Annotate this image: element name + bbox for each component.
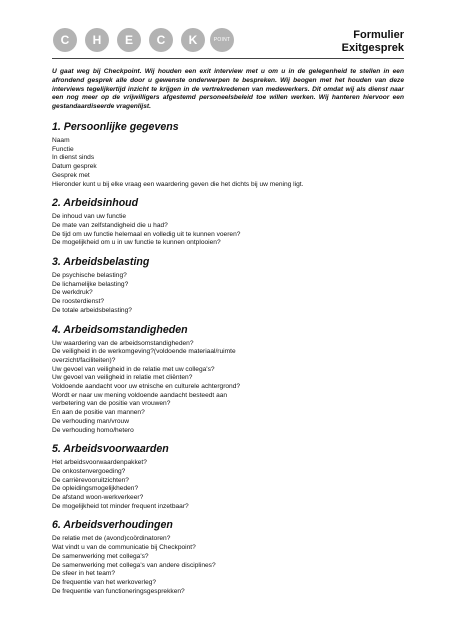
list-item: Wat vindt u van de communicatie bij Checkpoint? [52,544,196,552]
question-list [52,272,404,316]
logo-letter-c: C [53,28,77,52]
list-item: De psychische belasting? [52,272,127,280]
section-title: 5. Arbeidsvoorwaarden [52,443,169,456]
list-item: Uw gevoel van veiligheid in de relatie met uw collega's? [52,365,215,373]
list-item: De relatie met de (avond)coördinatoren? [52,535,171,543]
list-item: De frequentie van functioneringsgesprekken? [52,587,185,595]
question-list [52,137,404,189]
list-item: De mogelijkheid om u in uw functie te kunnen ontplooien? [52,239,221,247]
list-item: De afstand woon-werkverkeer? [52,494,144,502]
list-item: De inhoud van uw functie [52,213,127,221]
list-item: De lichamelijke belasting? [52,280,129,288]
section-arbeidsomstandigheden [52,324,404,436]
list-item: De carrièrevooruitzichten? [52,476,129,484]
question-list [52,535,404,596]
list-item: Uw waardering van de arbeidsomstandigheden? [52,339,194,347]
list-item: Wordt er naar uw mening voldoende aandacht besteedt aan [52,391,228,399]
checkpoint-logo [53,28,233,52]
section-arbeidsvoorwaarden [52,443,404,511]
question-list [52,459,404,511]
list-item: overzicht/faciliteiten)? [52,356,116,364]
list-item: De frequentie van het werkoverleg? [52,579,157,586]
list-item: De samenwerking met collega's van andere disciplines? [52,561,216,569]
list-item: Uw gevoel van veiligheid in relatie met cliënten? [52,374,193,382]
section-title: 4. Arbeidsomstandigheden [52,323,188,336]
section-title: 3. Arbeidsbelasting [52,256,150,269]
logo-letter-c2: C [149,28,173,52]
section-title: 6. Arbeidsverhoudingen [52,519,173,532]
document-title [342,29,404,55]
list-item: Het arbeidsvoorwaardenpakket? [52,459,147,467]
header-divider [52,58,404,59]
logo-letter-k: K [181,28,205,52]
list-item: De veiligheid in de werkomgeving?(voldoende materiaal/ruimte [52,348,236,356]
section-arbeidsverhoudingen [52,519,404,596]
document-body [52,68,404,604]
list-item: De tijd om uw functie helemaal en volledig uit te kunnen voeren? [52,230,241,238]
list-item: Datum gesprek [52,163,97,171]
list-item: Functie [52,145,74,153]
list-item: In dienst sinds [52,154,95,162]
list-item: De werkdruk? [52,289,93,297]
logo-letter-h: H [85,28,109,52]
list-item: Hieronder kunt u bij elke vraag een waardering geven die het dichts bij uw mening ligt. [52,180,304,188]
intro-paragraph: U gaat weg bij Checkpoint. Wij houden een exit interview met u om u in de gelegenheid te stellen in een afrondend gesprek alle door u gewenste onderwerpen te bespreken. Wij beogen met het houden van deze interviews tegelijkertijd inzicht te krijgen in de vertrekredenen van medewerkers. Dit omdat wij als dienst naar een nog meer op de vrijwilligers afgestemd personeelsbeleid toe willen werken. Wij hanteren hiervoor een gestandaardiseerde vragenlijst. [52,68,404,111]
section-title: 1. Persoonlijke gegevens [52,120,179,133]
list-item: De samenwerking met collega's? [52,552,149,560]
question-list [52,340,404,436]
section-arbeidsbelasting [52,256,404,316]
logo-letter-e: E [117,28,141,52]
list-item: Voldoende aandacht voor uw etnische en culturele achtergrond? [52,383,241,391]
list-item: verbetering van de positie van vrouwen? [52,400,171,408]
list-item: De roosterdienst? [52,298,105,306]
section-title: 2. Arbeidsinhoud [52,197,139,210]
title-line-2: Exitgesprek [341,42,404,54]
list-item: De onkostenvergoeding? [52,467,126,475]
list-item: De totale arbeidsbelasting? [52,306,132,314]
list-item: De sfeer in het team? [52,570,116,578]
list-item: De opleidingsmogelijkheden? [52,485,139,493]
list-item: De mate van zelfstandigheid die u had? [52,221,168,229]
list-item: En aan de positie van mannen? [52,409,145,417]
list-item: De mogelijkheid tot minder frequent inzetbaar? [52,502,189,510]
list-item: Gesprek met [52,171,90,179]
list-item: Naam [52,136,70,144]
section-arbeidsinhoud [52,197,404,248]
logo-point: POINT [210,28,234,52]
section-persoonlijke-gegevens [52,121,404,189]
title-line-1: Formulier [353,29,404,41]
question-list [52,213,404,248]
list-item: De verhouding homo/hetero [52,426,134,434]
list-item: De verhouding man/vrouw [52,417,129,425]
